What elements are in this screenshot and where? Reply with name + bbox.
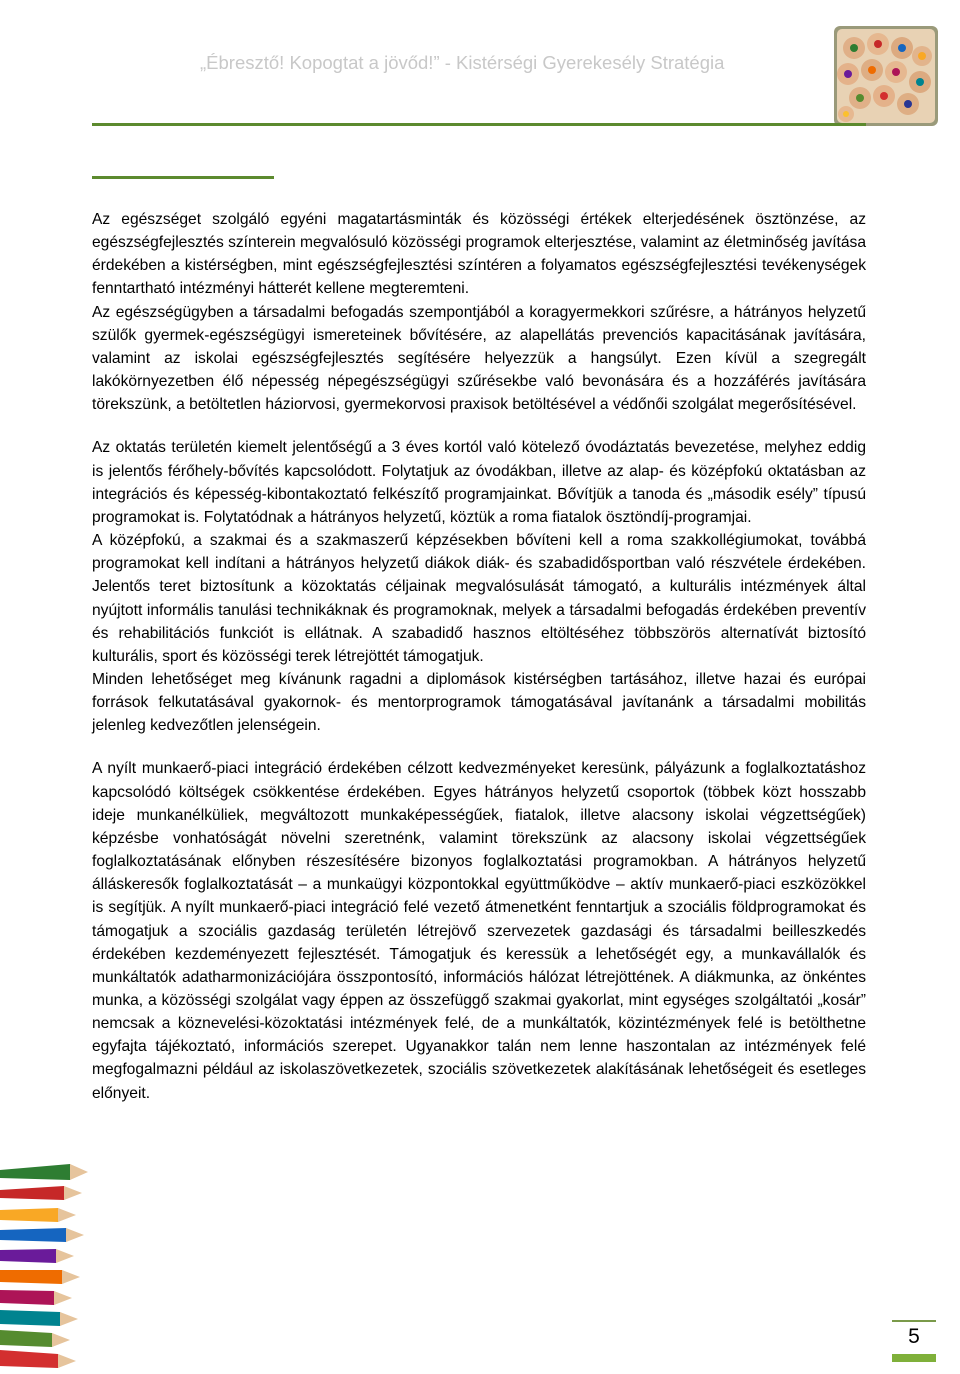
- paragraph: Az egészségügyben a társadalmi befogadás szempontjából a koragyermekkori szűrésre, a hátrányos helyzetű szülők gyermek-egészségügyi ismereteinek bővítésére, az alapellátás prevenciós kapacitásának javítására, valamint az iskolai egészségfejlesztés segítésére helyezzük a hangsúlyt. Ezen kívül a szegregált lakókörnyezetben élő népesség népegészségügyi szűrésekbe való bevonására és a hozzáférés javítására törekszünk, a betöltetlen háziorvosi, gyermekorvosi praxisok betöltésével a védőnői szolgálat megerősítésével.: [92, 303, 866, 414]
- paragraph: Az oktatás területén kiemelt jelentőségű a 3 éves kortól való kötelező óvodáztatás bevezetése, melyhez eddig is jelentős férőhely-bővítés kapcsolódott. Folytatjuk az óvodákban, illetve az alap- és középfokú oktatásban az integrációs és képesség-kibontakoztató felkészítő programjainkat. Bővítjük a tanoda és „második esély” típusú programokat is. Folytatódnak a hátrányos helyzetű, köztük a roma fiatalok ösztöndíj-programjai.: [92, 439, 866, 526]
- page-number-box: [892, 1320, 936, 1362]
- colored-pencils-icon: [834, 26, 938, 126]
- header-rule: [92, 123, 866, 126]
- header-title: „Ébresztő! Kopogtat a jövőd!” - Kistérségi Gyerekesély Stratégia: [200, 52, 725, 73]
- paragraph: Minden lehetőséget meg kívánunk ragadni a diplomások kistérségben tartásához, illetve hazai és európai források felkutatásával gyakornok- és mentorprogramok támogatásával javítanánk a társadalmi mobilitás jelenleg kedvezőtlen jelenségein.: [92, 670, 866, 735]
- body-text: [92, 208, 866, 1105]
- paragraph: A nyílt munkaerő-piaci integráció érdekében célzott kedvezményeket keresünk, pályázunk a foglalkoztatáshoz kapcsolódó költségek csökkentése érdekében. Egyes hátrányos helyzetű csoportok (többek közt hosszabb ideje munkanélküliek, megváltozott munkaképességűek, fiatalok, illetve alacsony iskolai végzettségűek) képzésbe vonhatóságát növelni szeretnénk, valamint törekszünk az alacsony iskolai végzettségűek foglalkoztatásának előnyben részesítésére bizonyos foglalkoztatási programokban. A hátrányos helyzetű álláskeresők foglalkoztatását – a munkaügyi központokkal együttműködve – aktív munkaerő-piaci eszközökkel is segítjük. A nyílt munkaerő-piaci integráció felé vezető átmenetként fenntartjuk a szociális földprogramokat és támogatjuk a szociális gazdaság területén létrejövő szervezetek gazdasági és társadalmi beilleszkedés érdekében kezdeményezett fejlesztését. Támogatjuk és keressük a lehetőségét egy, a munkavállalók és munkáltatók adatharmonizációjára összpontosító, információs hálózat létrejöttének. A diákmunka, az önkéntes munka, a közösségi szolgálat vagy éppen az összefüggő szakmai gyakorlat, mint egységes szolgáltatói „kosár” nemcsak a köznevelési-közoktatási intézmények felé, de a munkáltatók, közintézmények felé is betölthetne egyfajta tájékoztató, információs szerepet. Ugyanakkor talán nem lenne haszontalan az intézmények felé megfogalmazni például az iskolaszövetkezetek, szociális szövetkezetek alakításának lehetőségeit és esetleges előnyeit.: [92, 760, 866, 1102]
- section-rule: [92, 176, 274, 179]
- paragraph: Az egészséget szolgáló egyéni magatartásminták és közösségi értékek elterjedésének ösztönzése, az egészségfejlesztés színterein megvalósuló közösségi programok elterjesztése, valamint az életminőség javítása érdekében a kistérségben, mint egészségfejlesztési színtéren a folyamatos egészségfejlesztési tevékenységek fenntartható intézményi hátterét kellene megteremteni.: [92, 211, 867, 298]
- paragraph: A középfokú, a szakmai és a szakmaszerű képzésekben bővíteni kell a roma szakkollégiumokat, továbbá programokat kell indítani a hátrányos helyzetű diákok diák- és szabadidősportban való részvétele érdekében. Jelentős teret biztosítunk a közoktatás céljainak megvalósulását támogató, a kulturális intézmények által nyújtott informális tanulási technikáknak és programoknak, melyek a társadalmi befogadás érdekében preventív és rehabilitációs funkciót is ellátnak. A szabadidő hasznos eltöltéséhez többszörös alternatívát biztosító kulturális, sport és közösségi terek létrejöttét támogatjuk.: [92, 532, 866, 665]
- page-number: 5: [908, 1325, 920, 1348]
- colored-pencils-icon: [0, 1160, 88, 1374]
